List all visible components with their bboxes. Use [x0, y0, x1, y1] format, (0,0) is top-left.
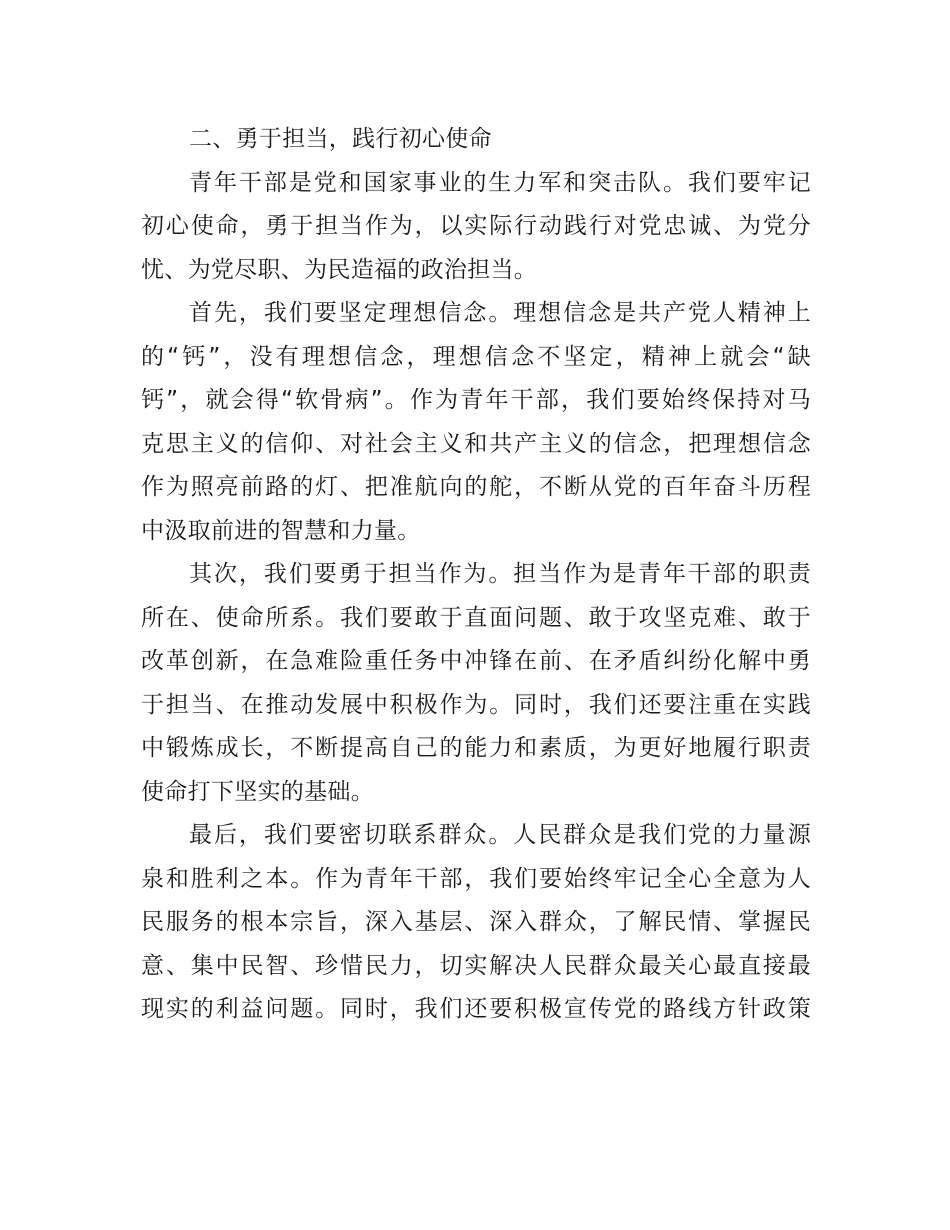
paragraph-line: 使命打下坚实的基础。	[141, 778, 374, 805]
paragraph-line: 中汲取前进的智慧和力量。	[141, 517, 421, 544]
paragraph-line: 作为照亮前路的灯、把准航向的舵，不断从党的百年奋斗历程	[141, 474, 811, 500]
section-heading: 二、勇于担当，践行初心使命	[189, 126, 492, 152]
paragraph-line: 于担当、在推动发展中积极作为。同时，我们还要注重在实践	[141, 691, 811, 718]
paragraph-4	[141, 814, 811, 1032]
paragraph-line: 改革创新，在急难险重任务中冲锋在前、在矛盾纠纷化解中勇	[141, 648, 811, 674]
paragraph-line: 中锻炼成长，不断提高自己的能力和素质，为更好地履行职责	[141, 735, 811, 761]
paragraph-2	[141, 292, 811, 553]
document-page	[141, 118, 811, 1032]
paragraph-line: 忧、为党尽职、为民造福的政治担当。	[141, 256, 538, 283]
paragraph-line: 首先，我们要坚定理想信念。理想信念是共产党人精神上	[189, 300, 811, 326]
paragraph-line: 钙”，就会得“软骨病”。作为青年干部，我们要始终保持对马	[141, 387, 811, 413]
paragraph-line: 意、集中民智、珍惜民力，切实解决人民群众最关心最直接最	[141, 952, 811, 979]
paragraph-line: 初心使命，勇于担当作为，以实际行动践行对党忠诚、为党分	[141, 213, 811, 239]
paragraph-line: 现实的利益问题。同时，我们还要积极宣传党的路线方针政策	[141, 996, 811, 1022]
paragraph-line: 克思主义的信仰、对社会主义和共产主义的信念，把理想信念	[141, 430, 811, 457]
paragraph-line: 的“钙”，没有理想信念，理想信念不坚定，精神上就会“缺	[141, 343, 811, 370]
paragraph-1	[141, 162, 811, 293]
paragraph-line: 最后，我们要密切联系群众。人民群众是我们党的力量源	[189, 822, 811, 848]
paragraph-line: 所在、使命所系。我们要敢于直面问题、敢于攻坚克难、敢于	[141, 604, 811, 631]
paragraph-3	[141, 553, 811, 814]
paragraph-line: 泉和胜利之本。作为青年干部，我们要始终牢记全心全意为人	[141, 865, 811, 892]
paragraph-line: 民服务的根本宗旨，深入基层、深入群众，了解民情、掌握民	[141, 909, 811, 935]
paragraph-line: 其次，我们要勇于担当作为。担当作为是青年干部的职责	[189, 561, 811, 587]
paragraph-line: 青年干部是党和国家事业的生力军和突击队。我们要牢记	[189, 169, 811, 196]
